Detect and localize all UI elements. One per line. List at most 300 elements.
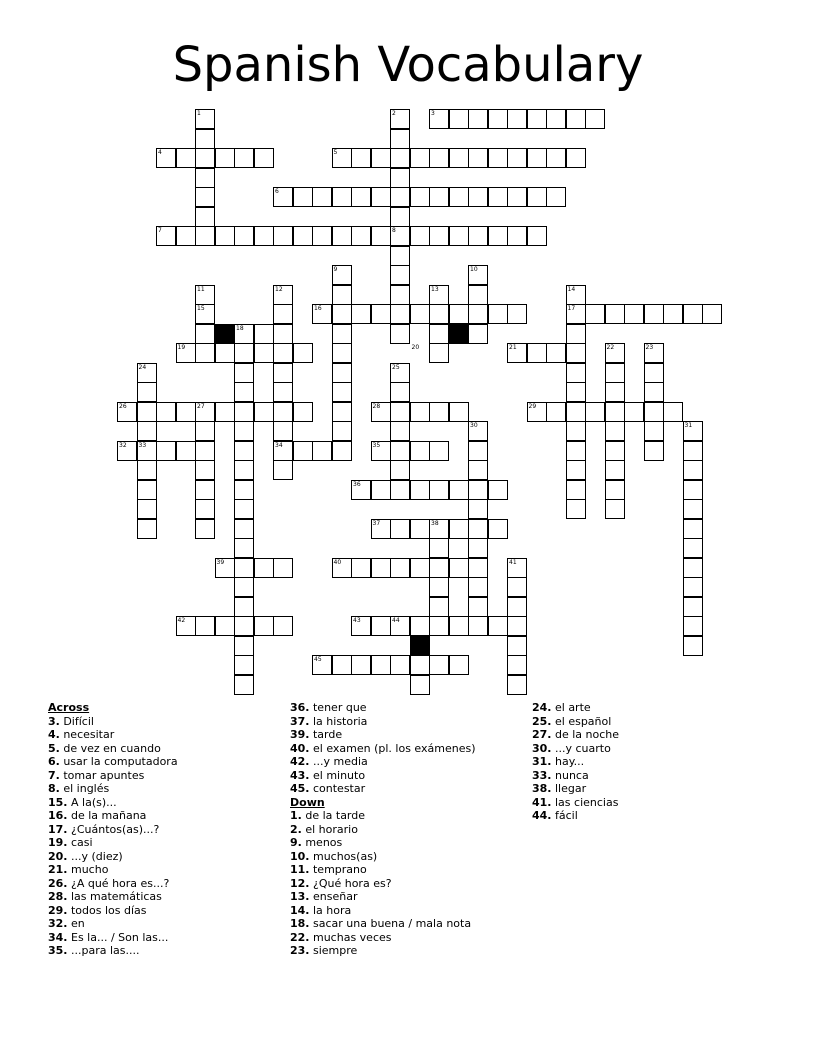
grid-cell[interactable] bbox=[488, 109, 508, 129]
grid-cell[interactable] bbox=[234, 655, 254, 675]
grid-cell[interactable] bbox=[390, 460, 410, 480]
grid-cell[interactable] bbox=[507, 148, 527, 168]
grid-cell[interactable] bbox=[683, 441, 703, 461]
grid-cell[interactable] bbox=[332, 402, 352, 422]
grid-cell[interactable] bbox=[429, 616, 449, 636]
grid-cell[interactable] bbox=[429, 655, 449, 675]
grid-cell[interactable] bbox=[468, 519, 488, 539]
grid-cell[interactable] bbox=[527, 343, 547, 363]
grid-cell[interactable] bbox=[332, 421, 352, 441]
grid-cell[interactable] bbox=[546, 148, 566, 168]
clue-down-18: 18. sacar una buena / mala nota bbox=[290, 917, 472, 930]
grid-cell[interactable] bbox=[410, 558, 430, 578]
clue-down-30: 30. ...y cuarto bbox=[532, 741, 611, 755]
grid-cell[interactable] bbox=[429, 324, 449, 344]
grid-cell[interactable] bbox=[683, 499, 703, 519]
clue-number: 25 bbox=[392, 363, 400, 371]
grid-cell[interactable] bbox=[390, 246, 410, 266]
clue-across-6: 6. usar la computadora bbox=[48, 755, 178, 768]
grid-cell[interactable] bbox=[234, 538, 254, 558]
grid-cell[interactable] bbox=[429, 148, 449, 168]
grid-cell[interactable] bbox=[429, 480, 449, 500]
clue-number: 12 bbox=[275, 285, 283, 293]
grid-cell[interactable] bbox=[488, 519, 508, 539]
grid-cell[interactable] bbox=[332, 441, 352, 461]
grid-cell[interactable] bbox=[254, 616, 274, 636]
grid-cell[interactable] bbox=[215, 402, 235, 422]
grid-cell[interactable] bbox=[195, 148, 215, 168]
grid-cell[interactable] bbox=[137, 460, 157, 480]
clue-number: 38 bbox=[431, 519, 439, 527]
grid-cell[interactable] bbox=[507, 226, 527, 246]
grid-cell[interactable] bbox=[390, 402, 410, 422]
grid-cell[interactable] bbox=[410, 226, 430, 246]
grid-cell[interactable] bbox=[390, 519, 410, 539]
grid-cell[interactable] bbox=[605, 480, 625, 500]
grid-cell[interactable] bbox=[566, 402, 586, 422]
grid-cell[interactable] bbox=[254, 324, 274, 344]
grid-cell[interactable] bbox=[332, 187, 352, 207]
grid-cell[interactable] bbox=[449, 655, 469, 675]
grid-cell[interactable] bbox=[488, 480, 508, 500]
grid-cell[interactable] bbox=[449, 187, 469, 207]
grid-cell[interactable] bbox=[273, 382, 293, 402]
clue-number: 10 bbox=[470, 266, 478, 273]
grid-cell[interactable] bbox=[234, 558, 254, 578]
grid-cell[interactable] bbox=[234, 402, 254, 422]
grid-cell[interactable] bbox=[195, 343, 215, 363]
grid-cell[interactable] bbox=[176, 441, 196, 461]
grid-cell[interactable] bbox=[429, 597, 449, 617]
grid-cell[interactable] bbox=[332, 304, 352, 324]
grid-cell[interactable] bbox=[273, 402, 293, 422]
grid-cell[interactable] bbox=[429, 226, 449, 246]
down-header: Down bbox=[290, 795, 325, 809]
grid-cell[interactable] bbox=[468, 109, 488, 129]
grid-cell[interactable] bbox=[176, 148, 196, 168]
grid-cell[interactable] bbox=[468, 577, 488, 597]
grid-cell[interactable] bbox=[390, 148, 410, 168]
grid-cell[interactable] bbox=[215, 226, 235, 246]
clue-down-41: 41. las ciencias bbox=[532, 795, 619, 809]
grid-cell[interactable] bbox=[488, 187, 508, 207]
grid-cell[interactable] bbox=[546, 187, 566, 207]
grid-cell[interactable] bbox=[137, 480, 157, 500]
grid-cell[interactable] bbox=[468, 597, 488, 617]
grid-cell[interactable] bbox=[468, 558, 488, 578]
clue-across-19: 19. casi bbox=[48, 836, 93, 849]
clue-number: 39 bbox=[216, 558, 225, 566]
grid-cell[interactable] bbox=[156, 402, 176, 422]
grid-cell[interactable] bbox=[468, 148, 488, 168]
clue-number: 6 bbox=[275, 188, 279, 195]
grid-cell[interactable] bbox=[410, 655, 430, 675]
grid-cell[interactable] bbox=[449, 402, 469, 422]
grid-cell[interactable] bbox=[468, 304, 488, 324]
grid-cell[interactable] bbox=[137, 421, 157, 441]
grid-cell[interactable] bbox=[273, 226, 293, 246]
grid-cell[interactable] bbox=[605, 421, 625, 441]
grid-cell[interactable] bbox=[371, 655, 391, 675]
grid-cell[interactable] bbox=[605, 382, 625, 402]
grid-cell[interactable] bbox=[137, 519, 157, 539]
grid-cell[interactable] bbox=[468, 616, 488, 636]
grid-cell[interactable] bbox=[644, 382, 664, 402]
grid-cell[interactable] bbox=[293, 441, 313, 461]
grid-cell[interactable] bbox=[234, 441, 254, 461]
grid-cell[interactable] bbox=[527, 226, 547, 246]
grid-cell[interactable] bbox=[195, 129, 215, 149]
grid-cell[interactable] bbox=[195, 187, 215, 207]
grid-cell[interactable] bbox=[273, 460, 293, 480]
grid-cell[interactable] bbox=[449, 109, 469, 129]
grid-cell[interactable] bbox=[254, 343, 274, 363]
grid-cell[interactable] bbox=[605, 304, 625, 324]
grid-cell[interactable] bbox=[683, 597, 703, 617]
grid-cell[interactable] bbox=[683, 616, 703, 636]
grid-cell[interactable] bbox=[527, 148, 547, 168]
grid-cell[interactable] bbox=[410, 480, 430, 500]
grid-cell[interactable] bbox=[527, 109, 547, 129]
grid-cell[interactable] bbox=[195, 499, 215, 519]
grid-cell[interactable] bbox=[507, 109, 527, 129]
clue-column-3 bbox=[532, 701, 619, 823]
clue-column-1 bbox=[48, 701, 178, 958]
grid-cell[interactable] bbox=[429, 343, 449, 363]
grid-cell[interactable] bbox=[293, 226, 313, 246]
grid-cell[interactable] bbox=[234, 460, 254, 480]
grid-cell[interactable] bbox=[215, 343, 235, 363]
grid-cell[interactable] bbox=[429, 187, 449, 207]
grid-cell[interactable] bbox=[585, 402, 605, 422]
clue-number: 31 bbox=[684, 422, 693, 429]
grid-cell[interactable] bbox=[488, 304, 508, 324]
grid-cell[interactable] bbox=[234, 499, 254, 519]
grid-cell[interactable] bbox=[234, 226, 254, 246]
grid-cell[interactable] bbox=[390, 421, 410, 441]
grid-cell[interactable] bbox=[371, 558, 391, 578]
grid-cell[interactable] bbox=[215, 148, 235, 168]
grid-cell[interactable] bbox=[624, 402, 644, 422]
grid-cell[interactable] bbox=[195, 207, 215, 227]
grid-cell[interactable] bbox=[683, 304, 703, 324]
clue-across-8: 8. el inglés bbox=[48, 782, 110, 795]
grid-cell[interactable] bbox=[468, 187, 488, 207]
grid-cell[interactable] bbox=[195, 616, 215, 636]
grid-cell[interactable] bbox=[488, 616, 508, 636]
grid-cell[interactable] bbox=[390, 207, 410, 227]
grid-cell[interactable] bbox=[332, 226, 352, 246]
grid-cell[interactable] bbox=[195, 460, 215, 480]
grid-cell[interactable] bbox=[507, 187, 527, 207]
grid-cell[interactable] bbox=[449, 616, 469, 636]
grid-cell[interactable] bbox=[234, 577, 254, 597]
black-square bbox=[410, 636, 430, 656]
grid-cell[interactable] bbox=[605, 460, 625, 480]
clue-across-40: 40. el examen (pl. los exámenes) bbox=[290, 741, 476, 755]
grid-cell[interactable] bbox=[410, 441, 430, 461]
grid-cell[interactable] bbox=[390, 304, 410, 324]
grid-cell[interactable] bbox=[371, 226, 391, 246]
grid-cell[interactable] bbox=[254, 402, 274, 422]
grid-cell[interactable] bbox=[468, 226, 488, 246]
grid-cell[interactable] bbox=[390, 480, 410, 500]
grid-cell[interactable] bbox=[371, 480, 391, 500]
grid-cell[interactable] bbox=[468, 538, 488, 558]
grid-cell[interactable] bbox=[390, 187, 410, 207]
clue-number: 30 bbox=[470, 422, 478, 429]
grid-cell[interactable] bbox=[507, 597, 527, 617]
grid-cell[interactable] bbox=[195, 441, 215, 461]
grid-cell[interactable] bbox=[507, 655, 527, 675]
grid-cell[interactable] bbox=[449, 304, 469, 324]
grid-cell[interactable] bbox=[507, 577, 527, 597]
grid-cell[interactable] bbox=[176, 226, 196, 246]
grid-cell[interactable] bbox=[429, 538, 449, 558]
grid-cell[interactable] bbox=[507, 616, 527, 636]
clue-number: 21 bbox=[509, 344, 517, 351]
grid-cell[interactable] bbox=[566, 363, 586, 383]
grid-cell[interactable] bbox=[234, 519, 254, 539]
grid-cell[interactable] bbox=[312, 441, 332, 461]
clue-number: 9 bbox=[333, 266, 338, 273]
grid-cell[interactable] bbox=[195, 421, 215, 441]
grid-cell[interactable] bbox=[410, 402, 430, 422]
clue-number: 45 bbox=[314, 656, 322, 663]
clue-number: 20 bbox=[411, 344, 420, 351]
grid-cell[interactable] bbox=[273, 616, 293, 636]
grid-cell[interactable] bbox=[566, 441, 586, 461]
clue-number: 33 bbox=[138, 441, 147, 449]
grid-cell[interactable] bbox=[195, 168, 215, 188]
page-title: Spanish Vocabulary bbox=[172, 37, 644, 93]
grid-cell[interactable] bbox=[371, 616, 391, 636]
grid-cell[interactable] bbox=[488, 226, 508, 246]
grid-cell[interactable] bbox=[683, 577, 703, 597]
grid-cell[interactable] bbox=[605, 499, 625, 519]
clue-across-3: 3. Difícil bbox=[48, 714, 94, 728]
grid-cell[interactable] bbox=[429, 402, 449, 422]
grid-cell[interactable] bbox=[371, 187, 391, 207]
grid-cell[interactable] bbox=[156, 441, 176, 461]
grid-cell[interactable] bbox=[332, 363, 352, 383]
grid-cell[interactable] bbox=[351, 187, 371, 207]
grid-cell[interactable] bbox=[683, 480, 703, 500]
grid-cell[interactable] bbox=[429, 441, 449, 461]
grid-cell[interactable] bbox=[566, 499, 586, 519]
grid-cell[interactable] bbox=[351, 558, 371, 578]
grid-cell[interactable] bbox=[371, 304, 391, 324]
grid-cell[interactable] bbox=[351, 304, 371, 324]
grid-cell[interactable] bbox=[644, 402, 664, 422]
clue-number: 8 bbox=[392, 227, 396, 234]
grid-cell[interactable] bbox=[468, 441, 488, 461]
grid-cell[interactable] bbox=[234, 616, 254, 636]
clue-across-34: 34. Es la... / Son las... bbox=[48, 930, 169, 944]
grid-cell[interactable] bbox=[624, 304, 644, 324]
grid-cell[interactable] bbox=[644, 421, 664, 441]
clue-number: 35 bbox=[372, 441, 381, 449]
grid-cell[interactable] bbox=[390, 558, 410, 578]
grid-cell[interactable] bbox=[449, 558, 469, 578]
grid-cell[interactable] bbox=[234, 636, 254, 656]
grid-cell[interactable] bbox=[566, 421, 586, 441]
grid-cell[interactable] bbox=[663, 304, 683, 324]
grid-cell[interactable] bbox=[390, 129, 410, 149]
grid-cell[interactable] bbox=[273, 304, 293, 324]
grid-cell[interactable] bbox=[683, 460, 703, 480]
grid-cell[interactable] bbox=[390, 285, 410, 305]
grid-cell[interactable] bbox=[605, 402, 625, 422]
grid-cell[interactable] bbox=[605, 441, 625, 461]
grid-cell[interactable] bbox=[566, 109, 586, 129]
grid-cell[interactable] bbox=[410, 675, 430, 695]
grid-cell[interactable] bbox=[234, 148, 254, 168]
grid-cell[interactable] bbox=[585, 109, 605, 129]
clue-number: 26 bbox=[119, 402, 127, 410]
grid-cell[interactable] bbox=[468, 480, 488, 500]
grid-cell[interactable] bbox=[429, 304, 449, 324]
grid-cell[interactable] bbox=[702, 304, 722, 324]
grid-cell[interactable] bbox=[273, 558, 293, 578]
clue-across-26: 26. ¿A qué hora es...? bbox=[48, 876, 170, 890]
grid-cell[interactable] bbox=[195, 519, 215, 539]
clue-down-2: 2. el horario bbox=[290, 822, 358, 836]
grid-cell[interactable] bbox=[644, 441, 664, 461]
grid-cell[interactable] bbox=[293, 187, 313, 207]
grid-cell[interactable] bbox=[332, 382, 352, 402]
grid-cell[interactable] bbox=[566, 480, 586, 500]
grid-cell[interactable] bbox=[351, 226, 371, 246]
grid-cell[interactable] bbox=[273, 343, 293, 363]
grid-cell[interactable] bbox=[683, 558, 703, 578]
grid-cell[interactable] bbox=[546, 109, 566, 129]
grid-cell[interactable] bbox=[468, 324, 488, 344]
grid-cell[interactable] bbox=[449, 519, 469, 539]
grid-cell[interactable] bbox=[312, 187, 332, 207]
clue-down-22: 22. muchas veces bbox=[290, 930, 392, 944]
grid-cell[interactable] bbox=[468, 499, 488, 519]
grid-cell[interactable] bbox=[566, 148, 586, 168]
grid-cell[interactable] bbox=[663, 402, 683, 422]
grid-cell[interactable] bbox=[546, 343, 566, 363]
grid-cell[interactable] bbox=[527, 187, 547, 207]
grid-cell[interactable] bbox=[683, 519, 703, 539]
grid-cell[interactable] bbox=[507, 636, 527, 656]
grid-cell[interactable] bbox=[254, 226, 274, 246]
grid-cell[interactable] bbox=[332, 655, 352, 675]
grid-cell[interactable] bbox=[507, 675, 527, 695]
grid-cell[interactable] bbox=[254, 148, 274, 168]
clue-number: 34 bbox=[275, 441, 283, 449]
grid-cell[interactable] bbox=[546, 402, 566, 422]
grid-cell[interactable] bbox=[566, 460, 586, 480]
grid-cell[interactable] bbox=[195, 324, 215, 344]
grid-cell[interactable] bbox=[351, 655, 371, 675]
across-header: Across bbox=[48, 701, 90, 714]
clue-across-32: 32. en bbox=[48, 917, 85, 930]
clue-across-28: 28. las matemáticas bbox=[48, 890, 162, 903]
grid-cell[interactable] bbox=[234, 597, 254, 617]
grid-cell[interactable] bbox=[644, 363, 664, 383]
grid-cell[interactable] bbox=[273, 363, 293, 383]
grid-cell[interactable] bbox=[468, 285, 488, 305]
grid-cell[interactable] bbox=[585, 304, 605, 324]
clue-across-15: 15. A la(s)... bbox=[48, 795, 117, 809]
grid-cell[interactable] bbox=[195, 480, 215, 500]
clue-down-25: 25. el español bbox=[532, 714, 612, 728]
grid-cell[interactable] bbox=[488, 148, 508, 168]
grid-cell[interactable] bbox=[449, 148, 469, 168]
clue-across-45: 45. contestar bbox=[290, 782, 366, 795]
grid-cell[interactable] bbox=[410, 148, 430, 168]
grid-cell[interactable] bbox=[137, 499, 157, 519]
grid-cell[interactable] bbox=[234, 382, 254, 402]
grid-cell[interactable] bbox=[410, 187, 430, 207]
grid-cell[interactable] bbox=[293, 402, 313, 422]
grid-cell[interactable] bbox=[332, 324, 352, 344]
grid-cell[interactable] bbox=[390, 441, 410, 461]
grid-cell[interactable] bbox=[312, 226, 332, 246]
grid-cell[interactable] bbox=[234, 675, 254, 695]
clue-number: 29 bbox=[528, 402, 537, 410]
grid-cell[interactable] bbox=[371, 148, 391, 168]
grid-cell[interactable] bbox=[273, 324, 293, 344]
grid-cell[interactable] bbox=[254, 558, 274, 578]
grid-cell[interactable] bbox=[273, 421, 293, 441]
grid-cell[interactable] bbox=[293, 343, 313, 363]
grid-cell[interactable] bbox=[644, 304, 664, 324]
grid-cell[interactable] bbox=[234, 343, 254, 363]
grid-cell[interactable] bbox=[507, 304, 527, 324]
grid-cell[interactable] bbox=[449, 226, 469, 246]
clue-down-27: 27. de la noche bbox=[532, 728, 620, 741]
grid-cell[interactable] bbox=[234, 363, 254, 383]
grid-cell[interactable] bbox=[390, 655, 410, 675]
grid-cell[interactable] bbox=[176, 402, 196, 422]
grid-cell[interactable] bbox=[234, 480, 254, 500]
grid-cell[interactable] bbox=[683, 538, 703, 558]
grid-cell[interactable] bbox=[332, 343, 352, 363]
clue-number: 42 bbox=[177, 617, 186, 624]
grid-cell[interactable] bbox=[137, 402, 157, 422]
grid-cell[interactable] bbox=[390, 324, 410, 344]
grid-cell[interactable] bbox=[332, 285, 352, 305]
grid-cell[interactable] bbox=[449, 480, 469, 500]
clue-across-36: 36. tener que bbox=[290, 701, 367, 714]
grid-cell[interactable] bbox=[390, 382, 410, 402]
grid-cell[interactable] bbox=[351, 148, 371, 168]
grid-cell[interactable] bbox=[468, 460, 488, 480]
grid-cell[interactable] bbox=[429, 558, 449, 578]
grid-cell[interactable] bbox=[410, 616, 430, 636]
grid-cell[interactable] bbox=[566, 343, 586, 363]
grid-cell[interactable] bbox=[605, 363, 625, 383]
grid-cell[interactable] bbox=[137, 382, 157, 402]
grid-cell[interactable] bbox=[234, 421, 254, 441]
grid-cell[interactable] bbox=[566, 324, 586, 344]
grid-cell[interactable] bbox=[683, 636, 703, 656]
grid-cell[interactable] bbox=[390, 168, 410, 188]
grid-cell[interactable] bbox=[215, 616, 235, 636]
grid-cell[interactable] bbox=[410, 304, 430, 324]
grid-cell[interactable] bbox=[390, 265, 410, 285]
clue-down-23: 23. siempre bbox=[290, 944, 358, 957]
grid-cell[interactable] bbox=[195, 226, 215, 246]
grid-cell[interactable] bbox=[410, 519, 430, 539]
grid-cell[interactable] bbox=[429, 577, 449, 597]
grid-cell[interactable] bbox=[566, 382, 586, 402]
